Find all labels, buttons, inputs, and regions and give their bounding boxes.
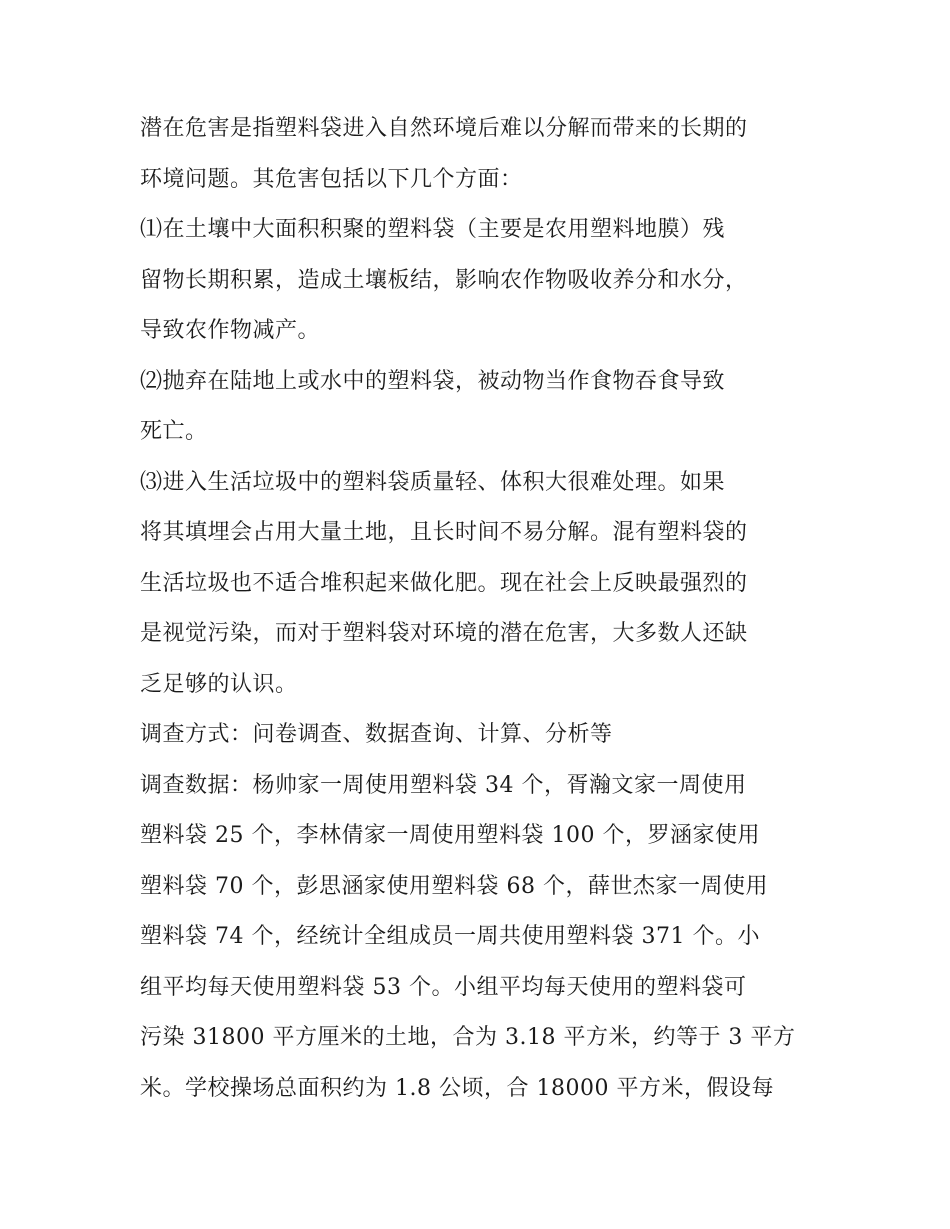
text-line: 留物长期积累，造成土壤板结，影响农作物吸收养分和水分，	[140, 267, 748, 293]
text-line: 将其填埋会占用大量土地，且长时间不易分解。混有塑料袋的	[140, 520, 748, 545]
text-line: 是视觉污染，而对于塑料袋对环境的潜在危害，大多数人还缺	[140, 621, 748, 646]
text-line: 塑料袋 70 个，彭思涵家使用塑料袋 68 个，薛世杰家一周使用	[140, 873, 768, 899]
text-line: 调查方式：问卷调查、数据查询、计算、分析等	[140, 722, 613, 747]
text-line: ⑵抛弃在陆地上或水中的塑料袋，被动物当作食物吞食导致	[140, 368, 726, 394]
text-line: 导致农作物减产。	[140, 318, 321, 343]
text-line: ⑴在土壤中大面积积聚的塑料袋（主要是农用塑料地膜）残	[140, 217, 726, 242]
text-line: 污染 31800 平方厘米的土地，合为 3.18 平方米，约等于 3 平方	[140, 1025, 796, 1050]
text-line: 乏足够的认识。	[140, 671, 298, 697]
text-line: 潜在危害是指塑料袋进入自然环境后难以分解而带来的长期的	[140, 116, 748, 141]
text-line: 塑料袋 25 个，李林倩家一周使用塑料袋 100 个，罗涵家使用	[140, 823, 760, 848]
text-line: 环境问题。其危害包括以下几个方面：	[140, 166, 523, 192]
text-line: 塑料袋 74 个，经统计全组成员一周共使用塑料袋 371 个。小	[140, 924, 760, 949]
document-body	[140, 104, 820, 1114]
text-line: 生活垃圾也不适合堆积起来做化肥。现在社会上反映最强烈的	[140, 570, 748, 596]
text-line: 米。学校操场总面积约为 1.8 公顷，合 18000 平方米，假设每	[140, 1075, 774, 1101]
text-line: 组平均每天使用塑料袋 53 个。小组平均每天使用的塑料袋可	[140, 974, 747, 1000]
text-line: 死亡。	[140, 419, 208, 444]
text-line: 调查数据：杨帅家一周使用塑料袋 34 个，胥瀚文家一周使用	[140, 772, 747, 798]
text-line: ⑶进入生活垃圾中的塑料袋质量轻、体积大很难处理。如果	[140, 469, 726, 495]
